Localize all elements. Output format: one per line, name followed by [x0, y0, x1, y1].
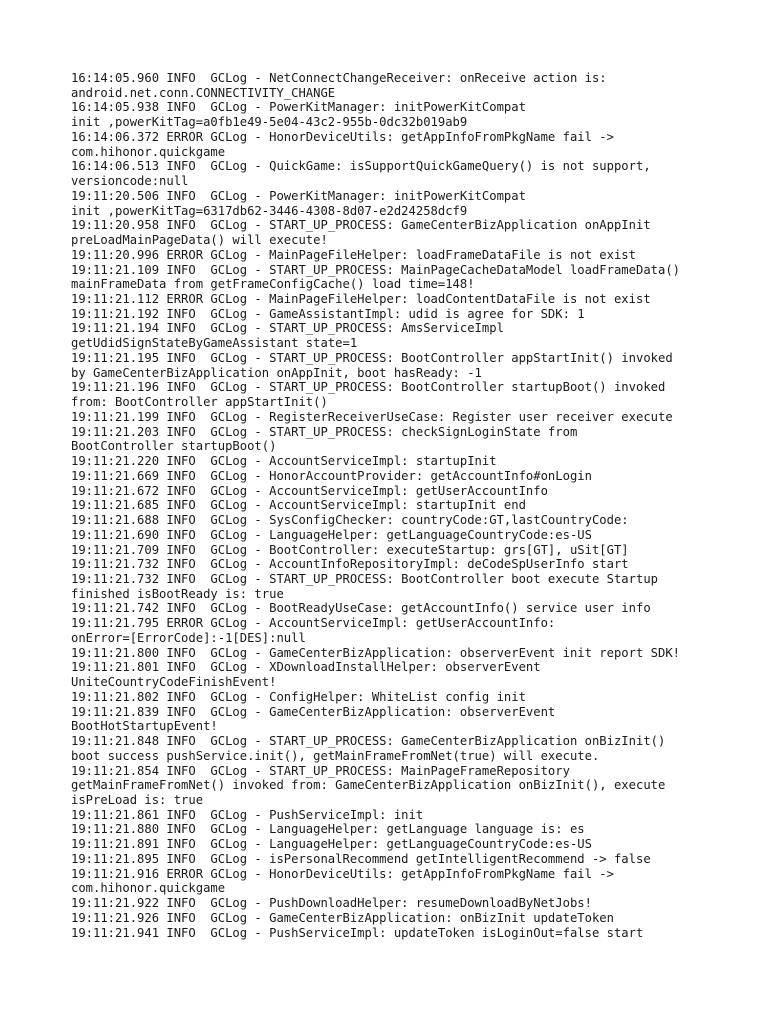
log-line: 19:11:20.958 INFO GCLog - START_UP_PROCESS: GameCenterBizApplication onAppInit	[71, 218, 651, 233]
log-line: 19:11:21.848 INFO GCLog - START_UP_PROCESS: GameCenterBizApplication onBizInit()	[71, 734, 666, 749]
log-line: 19:11:21.732 INFO GCLog - START_UP_PROCESS: BootController boot execute Startup	[71, 571, 658, 586]
log-line: 16:14:05.938 INFO GCLog - PowerKitManager: initPowerKitCompat	[71, 100, 526, 115]
log-line: 19:11:21.220 INFO GCLog - AccountServiceImpl: startupInit	[71, 454, 497, 469]
log-line: UniteCountryCodeFinishEvent!	[71, 675, 277, 690]
log-line: 19:11:21.800 INFO GCLog - GameCenterBizApplication: observerEvent init report SDK!	[71, 645, 681, 660]
log-line: getUdidSignStateByGameAssistant state=1	[71, 336, 358, 351]
log-line: 19:11:21.203 INFO GCLog - START_UP_PROCESS: checkSignLoginState from	[71, 424, 578, 439]
log-line: 19:11:21.709 INFO GCLog - BootController: executeStartup: grs[GT], uSit[GT]	[71, 542, 629, 557]
log-text-block	[71, 71, 731, 940]
log-line: BootHotStartupEvent!	[71, 719, 218, 734]
log-line: init ,powerKitTag=a0fb1e49-5e04-43c2-955b-0dc32b019ab9	[71, 115, 468, 130]
log-line: init ,powerKitTag=6317db62-3446-4308-8d07-e2d24258dcf9	[71, 203, 468, 218]
log-line: 19:11:21.891 INFO GCLog - LanguageHelper: getLanguageCountryCode:es-US	[71, 837, 592, 852]
log-line: 19:11:21.192 INFO GCLog - GameAssistantImpl: udid is agree for SDK: 1	[71, 306, 585, 321]
log-line: 19:11:21.802 INFO GCLog - ConfigHelper: WhiteList config init	[71, 689, 526, 704]
log-line: 19:11:21.941 INFO GCLog - PushServiceImpl: updateToken isLoginOut=false start	[71, 925, 644, 940]
log-line: 19:11:21.199 INFO GCLog - RegisterReceiverUseCase: Register user receiver execute	[71, 409, 673, 424]
log-line: 19:11:21.795 ERROR GCLog - AccountServiceImpl: getUserAccountInfo:	[71, 616, 556, 631]
log-line: 19:11:21.895 INFO GCLog - isPersonalRecommend getIntelligentRecommend -> false	[71, 851, 651, 866]
log-line: 19:11:21.690 INFO GCLog - LanguageHelper: getLanguageCountryCode:es-US	[71, 527, 592, 542]
log-line: from: BootController appStartInit()	[71, 395, 328, 410]
log-line: finished isBootReady is: true	[71, 586, 284, 601]
log-line: 19:11:21.732 INFO GCLog - AccountInfoRepositoryImpl: deCodeSpUserInfo start	[71, 557, 629, 572]
log-line: boot success pushService.init(), getMainFrameFromNet(true) will execute.	[71, 748, 600, 763]
log-line: 19:11:21.926 INFO GCLog - GameCenterBizApplication: onBizInit updateToken	[71, 910, 614, 925]
log-line: 19:11:21.688 INFO GCLog - SysConfigChecker: countryCode:GT,lastCountryCode:	[71, 513, 629, 528]
log-line: 19:11:20.996 ERROR GCLog - MainPageFileHelper: loadFrameDataFile is not exist	[71, 247, 636, 262]
log-line: 19:11:21.839 INFO GCLog - GameCenterBizApplication: observerEvent	[71, 704, 556, 719]
log-line: 19:11:21.672 INFO GCLog - AccountServiceImpl: getUserAccountInfo	[71, 483, 548, 498]
log-line: onError=[ErrorCode]:-1[DES]:null	[71, 630, 306, 645]
log-line: 19:11:21.196 INFO GCLog - START_UP_PROCESS: BootController startupBoot() invoked	[71, 380, 666, 395]
log-line: 19:11:21.669 INFO GCLog - HonorAccountProvider: getAccountInfo#onLogin	[71, 468, 592, 483]
log-line: BootController startupBoot()	[71, 439, 277, 454]
log-line: 16:14:06.372 ERROR GCLog - HonorDeviceUtils: getAppInfoFromPkgName fail ->	[71, 129, 614, 144]
log-line: 19:11:21.801 INFO GCLog - XDownloadInstallHelper: observerEvent	[71, 660, 541, 675]
log-line: 19:11:21.880 INFO GCLog - LanguageHelper: getLanguage language is: es	[71, 822, 585, 837]
log-line: by GameCenterBizApplication onAppInit, boot hasReady: -1	[71, 365, 482, 380]
log-line: preLoadMainPageData() will execute!	[71, 233, 328, 248]
log-line: 19:11:21.685 INFO GCLog - AccountServiceImpl: startupInit end	[71, 498, 526, 513]
log-line: com.hihonor.quickgame	[71, 881, 226, 896]
log-line: 19:11:21.742 INFO GCLog - BootReadyUseCase: getAccountInfo() service user info	[71, 601, 651, 616]
log-line: 19:11:21.194 INFO GCLog - START_UP_PROCESS: AmsServiceImpl	[71, 321, 504, 336]
log-line: 19:11:21.112 ERROR GCLog - MainPageFileHelper: loadContentDataFile is not exist	[71, 292, 651, 307]
log-line: isPreLoad is: true	[71, 792, 204, 807]
log-line: 16:14:05.960 INFO GCLog - NetConnectChangeReceiver: onReceive action is:	[71, 71, 607, 85]
log-line: 19:11:21.854 INFO GCLog - START_UP_PROCESS: MainPageFrameRepository	[71, 763, 570, 778]
log-line: 19:11:21.109 INFO GCLog - START_UP_PROCESS: MainPageCacheDataModel loadFrameData()	[71, 262, 681, 277]
log-line: 19:11:20.506 INFO GCLog - PowerKitManager: initPowerKitCompat	[71, 188, 526, 203]
log-line: 19:11:21.195 INFO GCLog - START_UP_PROCESS: BootController appStartInit() invoked	[71, 350, 673, 365]
log-line: 16:14:06.513 INFO GCLog - QuickGame: isSupportQuickGameQuery() is not support,	[71, 159, 651, 174]
log-line: getMainFrameFromNet() invoked from: GameCenterBizApplication onBizInit(), execute	[71, 778, 666, 793]
log-line: android.net.conn.CONNECTIVITY_CHANGE	[71, 85, 336, 100]
log-line: com.hihonor.quickgame	[71, 144, 226, 159]
log-line: versioncode:null	[71, 174, 189, 189]
log-line: 19:11:21.916 ERROR GCLog - HonorDeviceUtils: getAppInfoFromPkgName fail ->	[71, 866, 614, 881]
log-line: 19:11:21.861 INFO GCLog - PushServiceImpl: init	[71, 807, 424, 822]
log-line: 19:11:21.922 INFO GCLog - PushDownloadHelper: resumeDownloadByNetJobs!	[71, 896, 592, 911]
log-line: mainFrameData from getFrameConfigCache() load time=148!	[71, 277, 475, 292]
